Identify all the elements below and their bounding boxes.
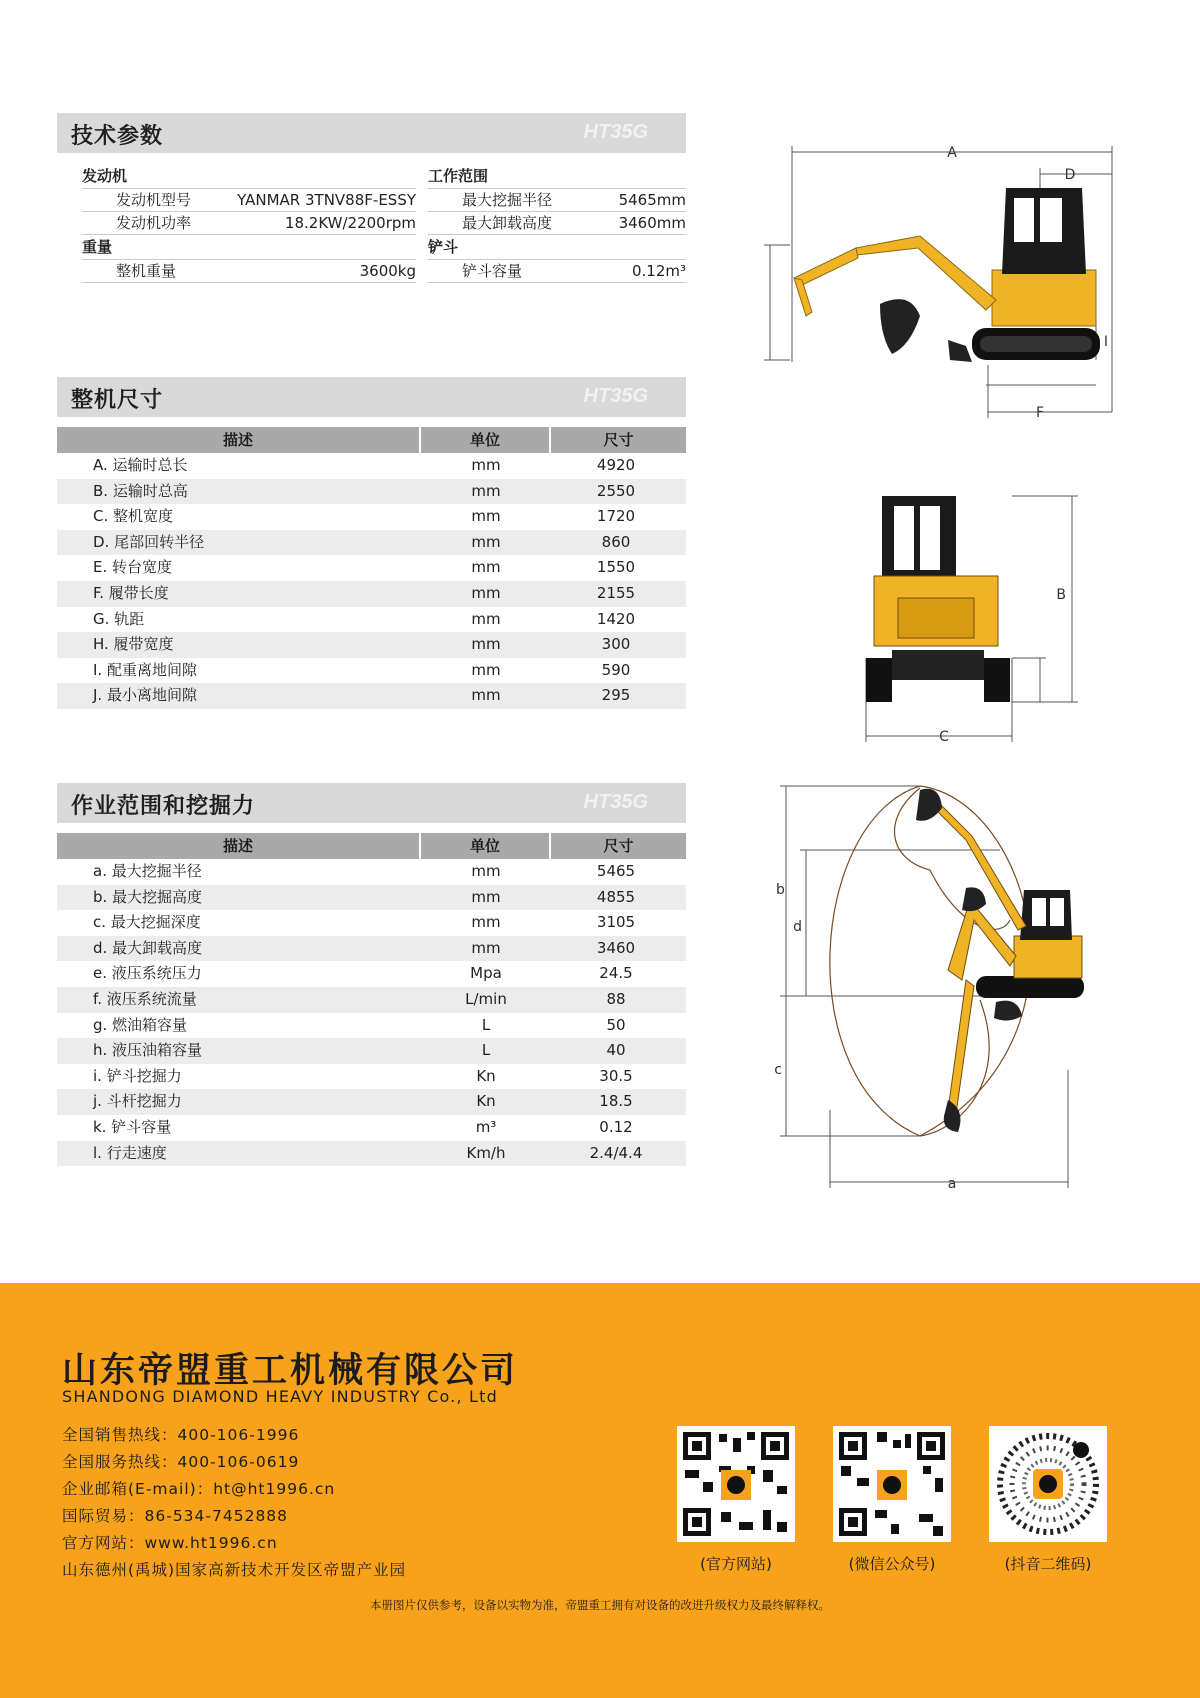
sales-hotline: 全国销售热线：400-106-1996 <box>62 1426 300 1444</box>
spec-left-column <box>82 164 416 283</box>
spec-value: 5465mm <box>618 191 686 209</box>
spec-row <box>428 211 686 234</box>
table-cell: mm <box>471 456 501 474</box>
table-cell: h. 液压油箱容量 <box>93 1041 203 1060</box>
table-cell: 18.5 <box>599 1092 633 1111</box>
dim-label-I: I <box>1103 334 1109 350</box>
table-row <box>57 859 686 885</box>
table-cell: 4855 <box>596 887 636 906</box>
table-cell: L <box>481 1015 491 1034</box>
table-header <box>57 427 686 453</box>
work-model-label: HT35G <box>583 791 648 813</box>
table-cell: mm <box>471 532 501 551</box>
table-row <box>57 1115 686 1141</box>
table-cell: D. 尾部回转半径 <box>93 532 205 551</box>
spec-right-column <box>428 164 686 283</box>
table-row <box>57 453 686 479</box>
official-website[interactable]: 官方网站：www.ht1996.cn <box>62 1534 278 1552</box>
table-cell: 30.5 <box>599 1066 633 1085</box>
table-cell: G. 轨距 <box>93 609 145 628</box>
spec-group-title: 发动机 <box>82 167 128 185</box>
table-cell: m³ <box>475 1118 497 1136</box>
qr-pattern-icon <box>833 1426 951 1542</box>
table-row <box>57 961 686 987</box>
table-cell: j. 斗杆挖掘力 <box>93 1092 182 1111</box>
spec-divider <box>82 282 416 283</box>
spec-group-title: 工作范围 <box>428 167 489 185</box>
table-row <box>57 683 686 709</box>
table-cell: mm <box>471 558 501 577</box>
table-cell: mm <box>471 507 501 526</box>
table-row <box>57 555 686 581</box>
qr-label-douyin: (抖音二维码) <box>1004 1555 1092 1573</box>
table-cell: L/min <box>465 990 507 1008</box>
intl-trade-phone: 国际贸易：86-534-7452888 <box>62 1507 289 1525</box>
table-header-cell: 单位 <box>421 427 549 453</box>
table-header <box>57 833 686 859</box>
table-cell: mm <box>471 686 501 705</box>
table-cell: b. 最大挖掘高度 <box>93 887 203 906</box>
table-cell: I. 配重离地间隙 <box>93 660 197 679</box>
table-cell: mm <box>471 913 501 932</box>
table-cell: 3105 <box>596 913 636 932</box>
dim-label-F: F <box>1035 405 1045 420</box>
table-cell: mm <box>471 481 501 500</box>
table-cell: 88 <box>606 990 626 1008</box>
table-row <box>57 1064 686 1090</box>
company-email[interactable]: 企业邮箱(E-mail)：ht@ht1996.cn <box>62 1480 336 1498</box>
table-cell: g. 燃油箱容量 <box>93 1015 188 1034</box>
spec-group-title: 铲斗 <box>428 238 459 256</box>
table-row <box>57 936 686 962</box>
dim-label-D: D <box>1064 167 1076 183</box>
table-row <box>57 1013 686 1039</box>
table-cell: 1720 <box>596 507 636 526</box>
spec-section-title: 技术参数 <box>71 124 164 149</box>
range-label-b: b <box>776 882 785 898</box>
spec-row <box>82 211 416 234</box>
table-cell: mm <box>471 635 501 654</box>
spec-value: 3600kg <box>359 262 416 280</box>
table-cell: mm <box>471 584 501 602</box>
spec-group-title: 重量 <box>82 238 113 256</box>
table-cell: e. 液压系统压力 <box>93 964 202 983</box>
table-row <box>57 1141 686 1167</box>
spec-value: 0.12m³ <box>631 262 686 280</box>
table-cell: i. 铲斗挖掘力 <box>93 1066 182 1085</box>
disclaimer-text: 本册图片仅供参考，设备以实物为准，帝盟重工拥有对设备的改进升级权力及最终解释权。 <box>370 1598 830 1612</box>
table-row <box>57 658 686 684</box>
company-address: 山东德州(禹城)国家高新技术开发区帝盟产业园 <box>62 1561 407 1579</box>
spec-divider <box>428 282 686 283</box>
table-cell: 3460 <box>596 938 636 957</box>
table-cell: 860 <box>601 532 631 551</box>
qr-pattern-icon <box>677 1426 795 1542</box>
table-cell: Kn <box>476 1066 496 1085</box>
dim-label-A: A <box>947 145 957 161</box>
table-cell: 295 <box>601 686 631 705</box>
service-hotline: 全国服务热线：400-106-0619 <box>62 1453 300 1471</box>
spec-label: 发动机型号 <box>116 191 192 209</box>
table-cell: Mpa <box>470 964 502 983</box>
table-cell: 0.12 <box>599 1118 633 1136</box>
table-cell: mm <box>471 938 501 957</box>
table-cell: H. 履带宽度 <box>93 635 174 654</box>
table-cell: f. 液压系统流量 <box>93 990 197 1008</box>
table-row <box>57 479 686 505</box>
company-name-en: SHANDONG DIAMOND HEAVY INDUSTRY Co., Ltd <box>62 1387 498 1406</box>
spec-label: 发动机功率 <box>116 214 192 232</box>
spec-row <box>428 188 686 211</box>
dims-section-title: 整机尺寸 <box>71 388 164 413</box>
work-table <box>57 833 686 1162</box>
table-cell: 2.4/4.4 <box>589 1143 643 1162</box>
qr-code-wechat <box>833 1426 951 1542</box>
table-cell: C. 整机宽度 <box>93 507 174 526</box>
dims-section-header <box>57 377 686 417</box>
table-cell: mm <box>471 887 501 906</box>
spec-row <box>428 259 686 282</box>
table-cell: mm <box>471 609 501 628</box>
table-header-cell: 描述 <box>57 833 419 859</box>
side-view-diagram <box>760 140 1120 420</box>
spec-model-label: HT35G <box>583 121 648 143</box>
table-cell: 4920 <box>596 456 636 474</box>
table-cell: L <box>481 1041 491 1060</box>
table-cell: 1420 <box>596 609 636 628</box>
spec-label: 整机重量 <box>116 262 177 280</box>
table-header-cell: 单位 <box>421 833 549 859</box>
table-cell: 2155 <box>596 584 636 602</box>
dims-table <box>57 427 686 705</box>
company-footer <box>0 1283 1200 1698</box>
qr-label-website: (官方网站) <box>700 1555 772 1573</box>
table-row <box>57 581 686 607</box>
range-label-c: c <box>774 1062 782 1078</box>
work-section-title: 作业范围和挖掘力 <box>71 794 256 819</box>
qr-code-douyin <box>989 1426 1107 1542</box>
qr-code-website <box>677 1426 795 1542</box>
table-cell: 50 <box>606 1015 626 1034</box>
table-cell: E. 转台宽度 <box>93 558 173 577</box>
spec-label: 铲斗容量 <box>462 262 523 280</box>
table-cell: Kn <box>476 1092 496 1111</box>
spec-row <box>82 259 416 282</box>
table-row <box>57 987 686 1013</box>
table-cell: mm <box>471 660 501 679</box>
table-cell: 1550 <box>596 558 636 577</box>
table-row <box>57 530 686 556</box>
spec-value: 3460mm <box>618 214 686 232</box>
front-view-diagram <box>862 488 1102 748</box>
spec-section-header <box>57 113 686 153</box>
company-name-cn: 山东帝盟重工机械有限公司 <box>62 1351 519 1391</box>
table-cell: mm <box>471 862 501 880</box>
range-label-d: d <box>793 919 802 935</box>
spec-label: 最大卸载高度 <box>462 214 553 232</box>
table-cell: 590 <box>601 660 631 679</box>
table-cell: F. 履带长度 <box>93 584 169 602</box>
table-cell: J. 最小离地间隙 <box>93 686 197 705</box>
spec-label: 最大挖掘半径 <box>462 191 553 209</box>
spec-row <box>82 188 416 211</box>
qr-label-wechat: (微信公众号) <box>848 1555 936 1573</box>
dims-model-label: HT35G <box>583 385 648 407</box>
table-row <box>57 910 686 936</box>
table-cell: a. 最大挖掘半径 <box>93 862 202 880</box>
table-cell: 5465 <box>596 862 636 880</box>
table-header-cell: 描述 <box>57 427 419 453</box>
table-row <box>57 504 686 530</box>
table-cell: A. 运输时总长 <box>93 456 188 474</box>
spec-value: 18.2KW/2200rpm <box>284 214 416 232</box>
table-row <box>57 632 686 658</box>
table-cell: Km/h <box>466 1143 506 1162</box>
table-cell: 40 <box>606 1041 626 1060</box>
table-cell: c. 最大挖掘深度 <box>93 913 201 932</box>
dim-label-B: B <box>1056 587 1066 603</box>
table-cell: d. 最大卸载高度 <box>93 938 203 957</box>
table-row <box>57 1089 686 1115</box>
table-header-cell: 尺寸 <box>551 833 686 859</box>
table-cell: 2550 <box>596 481 636 500</box>
table-cell: l. 行走速度 <box>93 1143 167 1162</box>
table-row <box>57 607 686 633</box>
work-section-header <box>57 783 686 823</box>
table-cell: 24.5 <box>599 964 633 983</box>
table-cell: k. 铲斗容量 <box>93 1118 172 1136</box>
table-row <box>57 1038 686 1064</box>
dim-label-C: C <box>939 729 949 745</box>
working-range-diagram <box>770 780 1120 1200</box>
table-cell: B. 运输时总高 <box>93 481 188 500</box>
range-label-a: a <box>947 1176 957 1192</box>
table-header-cell: 尺寸 <box>551 427 686 453</box>
qr-pattern-icon <box>989 1426 1107 1542</box>
table-cell: 300 <box>601 635 631 654</box>
table-row <box>57 885 686 911</box>
spec-value: YANMAR 3TNV88F-ESSY <box>237 191 416 209</box>
